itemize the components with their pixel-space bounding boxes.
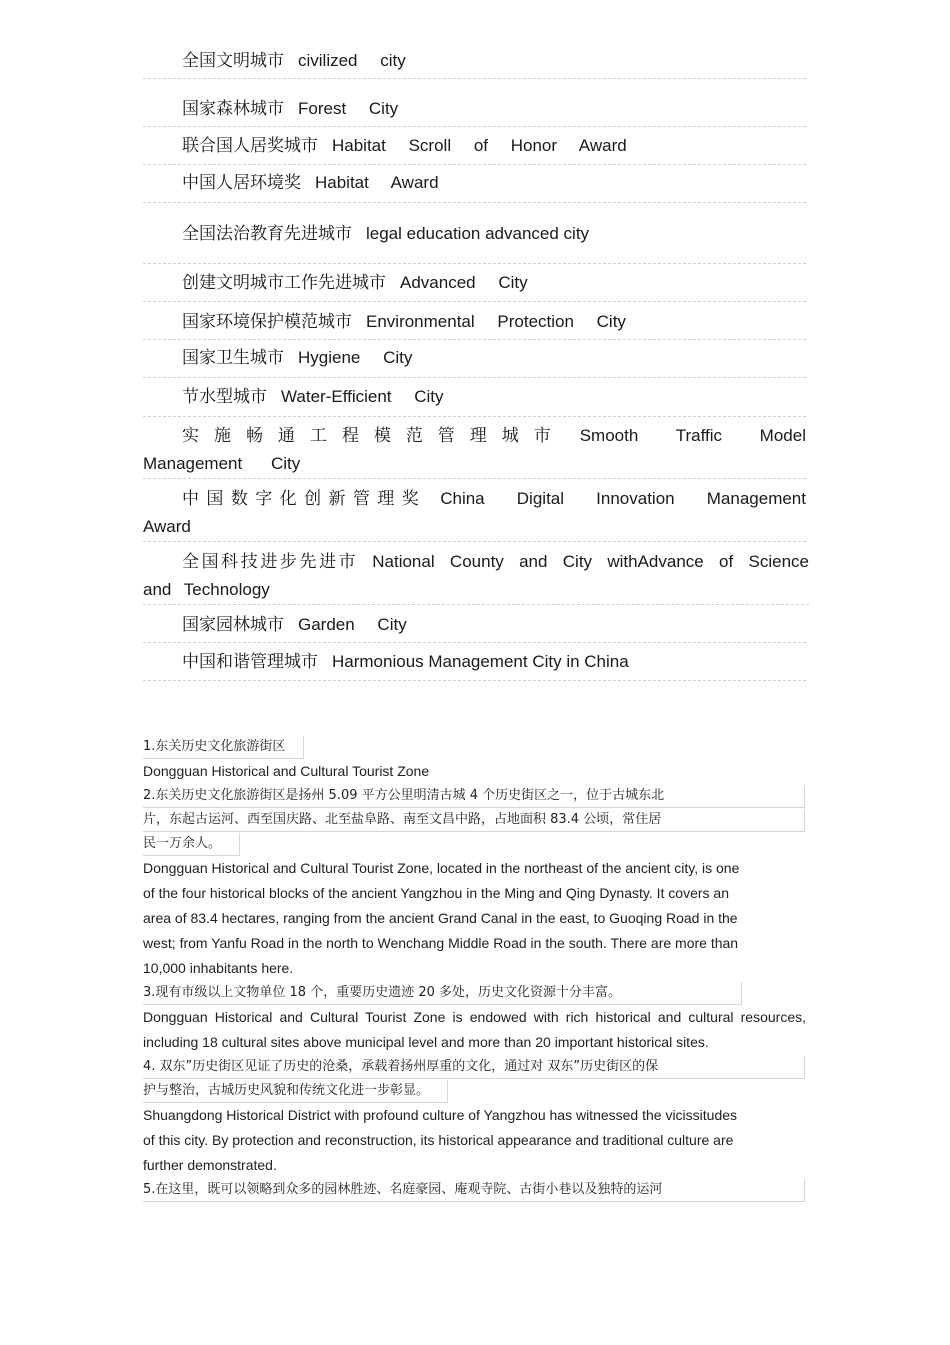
title-row — [143, 127, 806, 165]
title-en: civilized city — [298, 51, 406, 70]
title-cn: 中国人居环境奖 — [182, 173, 301, 193]
paragraph-cn — [143, 1055, 806, 1079]
para-4-cn-line: 4. 双东”历史街区见证了历史的沧桑，承载着扬州厚重的文化，通过对 双东”历史街区的保 — [143, 1056, 805, 1079]
paragraph-en-line: Shuangdong Historical District with profound culture of Yangzhou has witnessed the vicissitudes — [143, 1107, 738, 1123]
title-row — [143, 79, 806, 127]
title-en: Forest City — [298, 99, 399, 118]
title-row — [143, 42, 806, 79]
title-en: Advanced City — [400, 273, 528, 292]
title-en: Smooth Traffic Model Management City — [143, 426, 806, 473]
title-cn: 国家环境保护模范城市 — [182, 312, 352, 332]
para-2-cn-line: 民一万余人。 — [143, 833, 240, 856]
para-2-cn-line: 2.东关历史文化旅游街区是扬州 5.09 平方公里明清古城 4 个历史街区之一，位于古城东北 — [143, 785, 805, 808]
para-4-cn-line: 护与整治，古城历史风貌和传统文化进一步彰显。 — [143, 1080, 448, 1103]
paragraph-en-line: further demonstrated. — [143, 1157, 277, 1173]
title-cn: 创建文明城市工作先进城市 — [182, 273, 386, 293]
title-cn: 全国法治教育先进城市 — [182, 224, 352, 244]
city-titles-list — [143, 42, 810, 681]
title-en: National County and City withAdvance of Science and Technology — [143, 552, 810, 599]
title-row — [143, 605, 806, 643]
title-row — [143, 264, 806, 302]
title-en: Habitat Award — [315, 173, 439, 192]
title-cn: 全国文明城市 — [182, 51, 284, 71]
paragraph-cn — [143, 1178, 806, 1202]
paragraph-en-line: Dongguan Historical and Cultural Tourist Zone, located in the northeast of the ancient city, is one — [143, 860, 740, 876]
paragraph-en-line: of the four historical blocks of the ancient Yangzhou in the Ming and Qing Dynasty. It covers an — [143, 885, 729, 901]
title-cn: 联合国人居奖城市 — [182, 136, 318, 156]
title-en: Habitat Scroll of Honor Award — [332, 136, 627, 155]
title-row — [143, 302, 806, 340]
title-cn: 节水型城市 — [182, 387, 267, 407]
title-row — [143, 542, 809, 605]
paragraph-en-line: of this city. By protection and reconstruction, its historical appearance and traditional culture are — [143, 1132, 734, 1148]
paragraph-en-line: west; from Yanfu Road in the north to Wenchang Middle Road in the south. There are more than — [143, 935, 739, 951]
title-en: Hygiene City — [298, 348, 413, 367]
paragraph-en-line: area of 83.4 hectares, ranging from the ancient Grand Canal in the east, to Guoqing Road in the — [143, 910, 738, 926]
title-cn: 实施畅通工程模范管理城市 — [182, 426, 566, 446]
title-en: legal education advanced city — [366, 224, 590, 243]
paragraph-cn — [143, 832, 806, 856]
title-row — [143, 203, 806, 264]
para-1-heading: 1.东关历史文化旅游街区 — [143, 736, 304, 759]
title-en: Environmental Protection City — [366, 312, 626, 331]
paragraph-cn — [143, 735, 806, 759]
title-row — [143, 417, 806, 479]
title-cn: 全国科技进步先进市 — [182, 552, 359, 572]
title-row — [143, 340, 806, 378]
title-cn: 中国数字化创新管理奖 — [182, 489, 427, 509]
zone-description — [143, 735, 806, 1202]
title-en: China Digital Innovation Management Award — [143, 489, 806, 536]
para-3-cn: 3.现有市级以上文物单位 18 个，重要历史遗迹 20 多处，历史文化资源十分丰富。 — [143, 982, 742, 1005]
title-row — [143, 479, 806, 542]
paragraph-cn — [143, 981, 806, 1005]
title-en: Garden City — [298, 615, 407, 634]
para-5-cn: 5.在这里，既可以领略到众多的园林胜迹、名庭豪园、庵观寺院、古街小巷以及独特的运河 — [143, 1179, 805, 1202]
para-2-cn-line: 片，东起古运河、西至国庆路、北至盐阜路、南至文昌中路，占地面积 83.4 公顷，常住居 — [143, 809, 805, 832]
title-en: Harmonious Management City in China — [332, 652, 629, 671]
title-cn: 国家森林城市 — [182, 99, 284, 119]
title-en: Water-Efficient City — [281, 387, 444, 406]
paragraph-cn — [143, 808, 806, 832]
title-cn: 国家园林城市 — [182, 615, 284, 635]
title-cn: 国家卫生城市 — [182, 348, 284, 368]
title-row — [143, 165, 806, 203]
paragraph-en: Dongguan Historical and Cultural Tourist Zone — [143, 763, 430, 779]
paragraph-en: Dongguan Historical and Cultural Tourist Zone is endowed with rich historical and cultural resources, including 18 cultural sites above municipal level and more than 20 important historical sites. — [143, 1009, 806, 1050]
title-cn: 中国和谐管理城市 — [182, 652, 318, 672]
title-row — [143, 378, 806, 417]
paragraph-cn — [143, 784, 806, 808]
paragraph-cn — [143, 1079, 806, 1103]
title-row — [143, 643, 806, 681]
paragraph-en-line: 10,000 inhabitants here. — [143, 960, 294, 976]
